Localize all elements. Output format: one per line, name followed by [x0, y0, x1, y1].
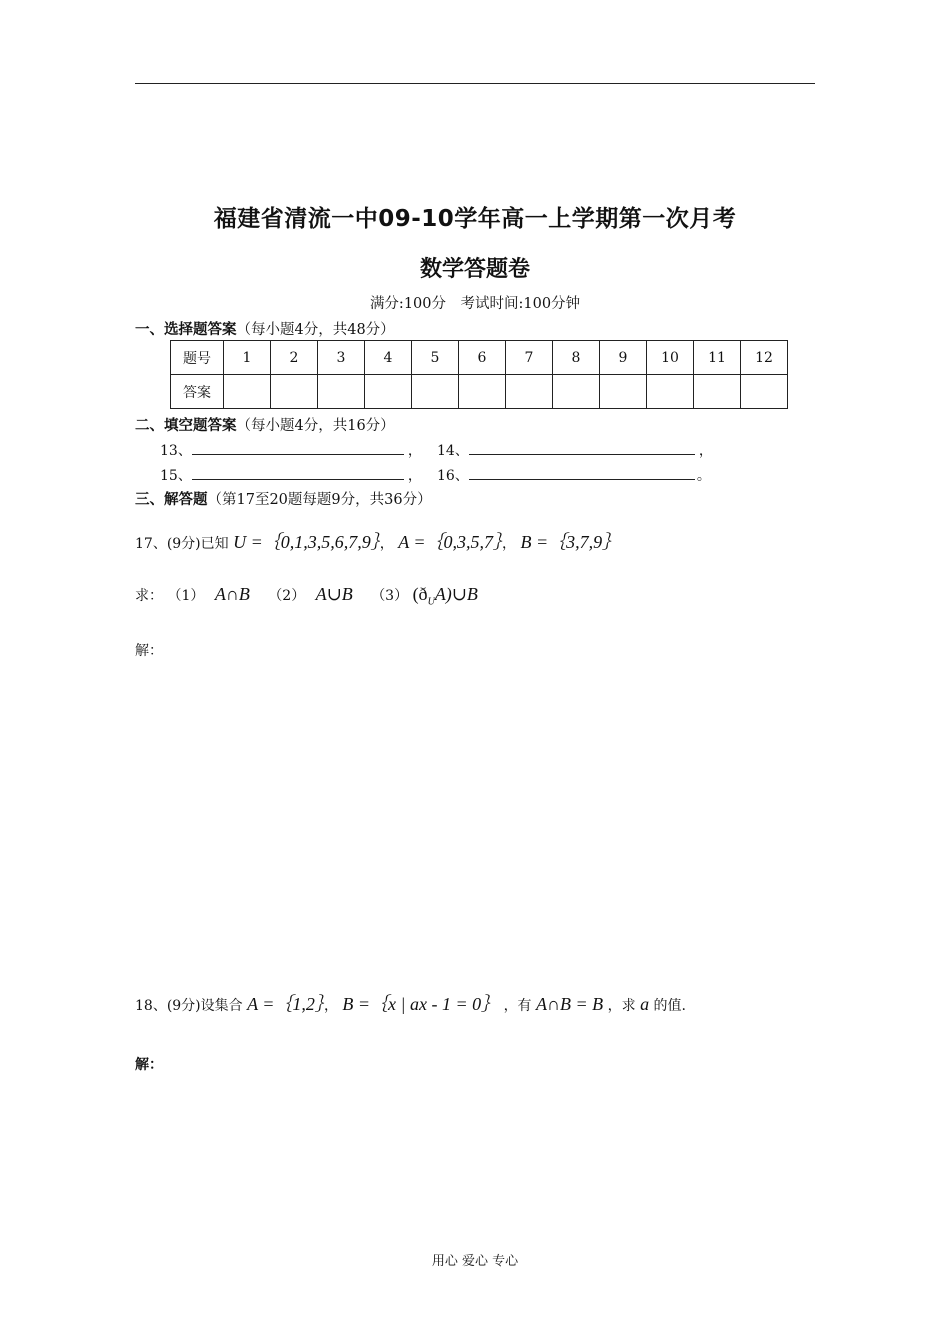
section-2-heading — [135, 414, 395, 435]
section-2-title: 二、填空题答案 — [135, 418, 237, 434]
question-number: 3 — [318, 341, 365, 375]
question-number: 5 — [412, 341, 459, 375]
comma: ， — [407, 468, 422, 484]
blank-15-line[interactable] — [192, 465, 404, 480]
q17-answer-label: 解： — [135, 643, 163, 659]
q18-mid: ，有 — [503, 998, 532, 1014]
question-number: 7 — [506, 341, 553, 375]
q17-part1-label: （1） — [167, 588, 205, 604]
q17-part1-expr: A∩B — [214, 584, 250, 604]
universe-subscript: U — [427, 596, 435, 608]
q18-variable: a — [640, 994, 650, 1014]
answer-cell[interactable] — [647, 375, 694, 409]
section-1-note: （每小题4分，共48分） — [236, 322, 395, 338]
answer-cell[interactable] — [365, 375, 412, 409]
q17-lead: 17、(9分)已知 — [135, 536, 229, 552]
answer-cell[interactable] — [506, 375, 553, 409]
blank-13-line[interactable] — [192, 440, 404, 455]
section-3-note: （第17至20题每题9分，共36分） — [207, 492, 432, 508]
fill-blank-row-1 — [160, 440, 422, 460]
question-number: 10 — [647, 341, 694, 375]
row-label-answer: 答案 — [171, 375, 224, 409]
table-row-answers — [171, 375, 788, 409]
answer-cell[interactable] — [459, 375, 506, 409]
q17-set-u: U =｛0,1,3,5,6,7,9｝ — [233, 532, 380, 552]
exam-info: 满分:100分 考试时间:100分钟 — [369, 296, 581, 312]
q18-set-b: B =｛x | ax - 1 = 0｝ — [342, 994, 500, 1014]
section-1-heading — [135, 318, 395, 339]
q17-set-a: A =｛0,3,5,7｝ — [398, 532, 503, 552]
q18-set-a: A =｛1,2｝ — [247, 994, 324, 1014]
q17-part2-expr: A∪B — [315, 584, 353, 604]
page-footer: 用心 爱心 专心 — [431, 1254, 519, 1269]
q18-condition: A∩B = B — [536, 994, 604, 1014]
exam-title: 福建省清流一中09-10学年高一上学期第一次月考 — [213, 206, 737, 232]
section-1-title: 一、选择题答案 — [135, 322, 237, 338]
question-number: 1 — [224, 341, 271, 375]
blank-16-label: 16、 — [437, 468, 469, 484]
question-18: 18、(9分)设集合 A =｛1,2｝， B =｛x | ax - 1 = 0｝ ，有 A∩B = B ，求 a 的值. — [135, 994, 686, 1014]
question-number: 8 — [553, 341, 600, 375]
answer-cell[interactable] — [741, 375, 788, 409]
answer-cell[interactable] — [553, 375, 600, 409]
complement-symbol: (ð — [412, 584, 428, 604]
choice-answer-table — [170, 340, 788, 409]
question-number: 9 — [600, 341, 647, 375]
fill-blank-row-2b — [437, 465, 711, 485]
q17-part3-expr — [412, 584, 478, 608]
q17-ask: 求： — [135, 588, 163, 604]
blank-16-line[interactable] — [469, 465, 695, 480]
q18-lead: 18、(9分)设集合 — [135, 998, 243, 1014]
question-17: 17、(9分)已知 U =｛0,1,3,5,6,7,9｝， A =｛0,3,5,7｝， B =｛3,7,9｝ — [135, 532, 621, 552]
blank-15-label: 15、 — [160, 468, 192, 484]
q17-part3-label: （3） — [371, 588, 409, 604]
period: 。 — [696, 468, 711, 484]
row-label-number: 题号 — [171, 341, 224, 375]
comma: ， — [698, 443, 713, 459]
question-number: 6 — [459, 341, 506, 375]
answer-cell[interactable] — [412, 375, 459, 409]
answer-cell[interactable] — [224, 375, 271, 409]
answer-cell[interactable] — [318, 375, 365, 409]
q18-answer-area[interactable] — [135, 1080, 815, 1230]
blank-14-line[interactable] — [469, 440, 695, 455]
blank-14-label: 14、 — [437, 443, 469, 459]
table-row-numbers — [171, 341, 788, 375]
section-2-note: （每小题4分，共16分） — [236, 418, 395, 434]
exam-subtitle: 数学答题卷 — [419, 257, 530, 282]
answer-cell[interactable] — [271, 375, 318, 409]
question-number: 2 — [271, 341, 318, 375]
fill-blank-row-2 — [160, 465, 422, 485]
answer-cell[interactable] — [694, 375, 741, 409]
q17-part3-rest: A)∪B — [434, 584, 478, 604]
question-17-tasks — [135, 584, 478, 608]
comma: ， — [407, 443, 422, 459]
section-3-heading — [135, 488, 432, 509]
q17-part2-label: （2） — [268, 588, 306, 604]
header-rule — [135, 83, 815, 84]
question-number: 11 — [694, 341, 741, 375]
q17-answer-area[interactable] — [135, 665, 815, 965]
question-number: 4 — [365, 341, 412, 375]
q18-ask: ，求 — [607, 998, 636, 1014]
q17-set-b: B =｛3,7,9｝ — [520, 532, 621, 552]
q18-tail: 的值. — [653, 998, 686, 1014]
q18-answer-label: 解： — [135, 1057, 163, 1073]
blank-13-label: 13、 — [160, 443, 192, 459]
answer-cell[interactable] — [600, 375, 647, 409]
question-number: 12 — [741, 341, 788, 375]
fill-blank-row-1b — [437, 440, 713, 460]
section-3-title: 三、解答题 — [135, 492, 208, 508]
